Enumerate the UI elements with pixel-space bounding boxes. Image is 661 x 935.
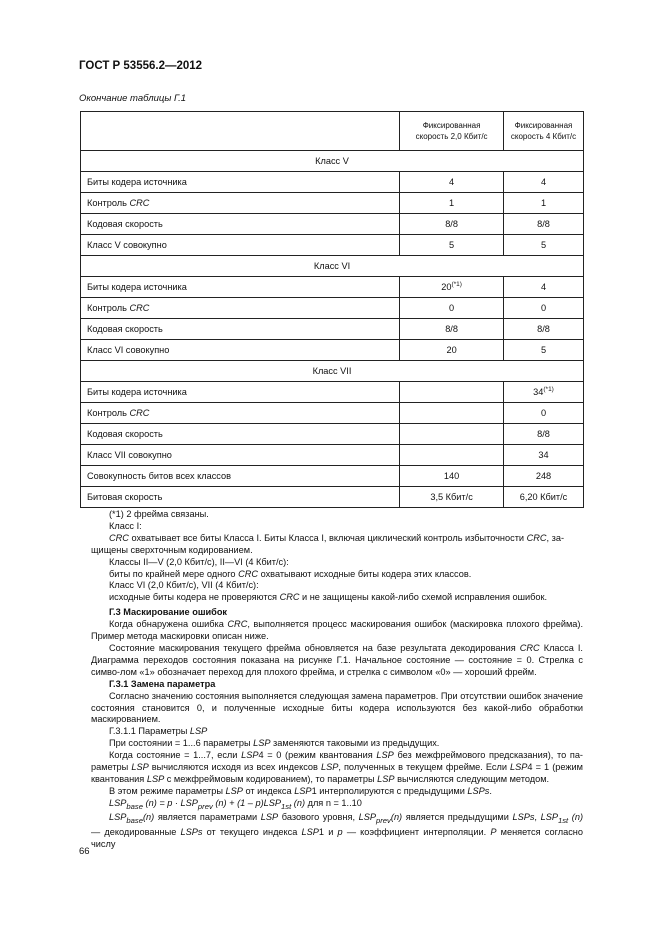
page-number: 66 (79, 846, 90, 857)
row-label: Класс VII совокупно (81, 445, 400, 466)
value-4kbps: 248 (504, 466, 584, 487)
table-row (81, 319, 584, 340)
body-text (91, 509, 583, 851)
value-2kbps: 4 (400, 172, 504, 193)
value-2kbps: 0 (400, 298, 504, 319)
value-2kbps (400, 424, 504, 445)
footnote-ref: (*1) (543, 386, 554, 393)
class-title: Класс V (81, 151, 584, 172)
table-row (81, 403, 584, 424)
value-4kbps: $34^{(*1)}$ (504, 382, 584, 403)
class-heading-row (81, 151, 584, 172)
value-2kbps: 140 (400, 466, 504, 487)
row-label: Битовая скорость (81, 487, 400, 508)
paragraph: Когда обнаружена ошибка CRC, выполняется процесс маскирования ошибок (маскировка плохого фрейма). Пример метода маскировки описан ниже. (91, 619, 583, 642)
value-4kbps: 8/8 (504, 319, 584, 340)
table-row (81, 424, 584, 445)
value-2kbps: 3,5 Кбит/с (400, 487, 504, 508)
note-line: CRC охватывает все биты Класса I. Биты Класса I, включая циклический контроль избыточности CRC, за- (109, 532, 565, 543)
class-heading-row (81, 256, 584, 277)
value-4kbps: 5 (504, 235, 584, 256)
row-label: Контроль CRC (81, 193, 400, 214)
note-line: (*1) 2 фрейма связаны. (109, 509, 209, 519)
value-2kbps: $20^{(*1)}$ (400, 277, 504, 298)
header-empty-cell (81, 112, 400, 151)
paragraph: В этом режиме параметры LSP от индекса LSP1 интерполируются с предыдущими LSPs. (109, 785, 492, 796)
row-label: Кодовая скорость (81, 424, 400, 445)
table-row (81, 298, 584, 319)
header-rate-4: Фиксированная скорость 4 Кбит/с (504, 112, 584, 151)
note-line: щищены сверхточным кодированием. (91, 544, 253, 555)
value-4kbps: 4 (504, 277, 584, 298)
paragraph: Г.3.1.1 Параметры LSP (109, 726, 208, 737)
table-caption: Окончание таблицы Г.1 (79, 93, 187, 104)
value-4kbps: 8/8 (504, 424, 584, 445)
paragraph: При состоянии = 1...6 параметры LSP заменяются таковыми из предыдущих. (109, 738, 440, 749)
row-label: Биты кодера источника (81, 172, 400, 193)
paragraph: Состояние маскирования текущего фрейма обновляется на базе результата декодирования CRC Класса I. Диаграмма переходов состояния показана на рисунке Г.1. Начальное состояние — состояние = 0. Стрелка с симво-лом «1» обозначает переход для плохого фрейма, и стрелка с символом «0» — хороший фрейм. (91, 642, 583, 677)
standard-designation: ГОСТ Р 53556.2—2012 (79, 60, 203, 72)
table-row (81, 235, 584, 256)
row-label: Контроль CRC (81, 298, 400, 319)
parameters-table (80, 111, 584, 508)
total-row (81, 466, 584, 487)
value-2kbps: 8/8 (400, 319, 504, 340)
paragraph: Согласно значению состояния выполняется следующая замена параметров. При отсутствии ошибок значение состояния становится 0, и полученные исходные биты кодера используются без какой-либо обработки маскированием. (91, 690, 583, 725)
row-label: Кодовая скорость (81, 214, 400, 235)
note-line: Классы II—V (2,0 Кбит/с), II—VI (4 Кбит/с): (109, 556, 289, 567)
table-row (81, 445, 584, 466)
table-header-row (81, 112, 584, 151)
note-line: биты по крайней мере одного CRC охватывают исходные биты кодера этих классов. (109, 568, 472, 579)
paragraph: Когда состояние = 1...7, если LSP4 = 0 (режим квантования LSP без межфреймового предсказания), то па-раметры LSP вычисляются исходя из всех индексов LSP, полученных в текущем фрейме. Если LSP4 = 1 (режим квантования LSP с межфреймовым кодированием), то параметры LSP вычисляются следующим методом. (91, 750, 583, 784)
table-row (81, 193, 584, 214)
header-rate-2: Фиксированная скорость 2,0 Кбит/с (400, 112, 504, 151)
note-line: Класс I: (109, 520, 142, 531)
footnote-ref: (*1) (451, 281, 462, 288)
row-label: Биты кодера источника (81, 382, 400, 403)
class-title: Класс VI (81, 256, 584, 277)
value-4kbps: 34 (504, 445, 584, 466)
table-row (81, 340, 584, 361)
value-4kbps: 4 (504, 172, 584, 193)
table-row (81, 172, 584, 193)
row-label: Класс VI совокупно (81, 340, 400, 361)
value-2kbps: 5 (400, 235, 504, 256)
paragraph: $LSP_{base}(n)$ является параметрами LSP базового уровня, $LSP_{prev}(n)$ является предыдущими LSPs, $LSP_{1st}$ (n) — декодированные LSPs от текущего индекса LSP1 и p — коэффициент интерполяции. P меняется согласно числу (91, 812, 584, 850)
row-label: Класс V совокупно (81, 235, 400, 256)
row-label: Биты кодера источника (81, 277, 400, 298)
value-4kbps: 0 (504, 403, 584, 424)
class-title: Класс VII (81, 361, 584, 382)
note-line: Класс VI (2,0 Кбит/с), VII (4 Кбит/с): (109, 580, 259, 591)
value-4kbps: 1 (504, 193, 584, 214)
table-row (81, 382, 584, 403)
row-label: Контроль CRC (81, 403, 400, 424)
section-heading: Г.3 Маскирование ошибок (109, 607, 228, 618)
table-row (81, 214, 584, 235)
class-heading-row (81, 361, 584, 382)
value-4kbps: 6,20 Кбит/с (504, 487, 584, 508)
total-row (81, 487, 584, 508)
value-2kbps (400, 382, 504, 403)
value-2kbps: 1 (400, 193, 504, 214)
value-4kbps: 5 (504, 340, 584, 361)
row-label: Совокупность битов всех классов (81, 466, 400, 487)
value-2kbps: 20 (400, 340, 504, 361)
value-2kbps (400, 403, 504, 424)
subsection-heading: Г.3.1 Замена параметра (109, 678, 216, 689)
row-label: Кодовая скорость (81, 319, 400, 340)
value-2kbps: 8/8 (400, 214, 504, 235)
note-line: исходные биты кодера не проверяются CRC и не защищены какой-либо схемой исправления ошибок. (109, 592, 548, 603)
value-2kbps (400, 445, 504, 466)
value-4kbps: 0 (504, 298, 584, 319)
table-row (81, 277, 584, 298)
value-4kbps: 8/8 (504, 214, 584, 235)
formula: $LSP_{base}$ $(n) = p \cdot LSP_{prev}$ $(n) + (1 - p)LSP_{1st}$ (n) для n = 1..10 (109, 797, 362, 811)
